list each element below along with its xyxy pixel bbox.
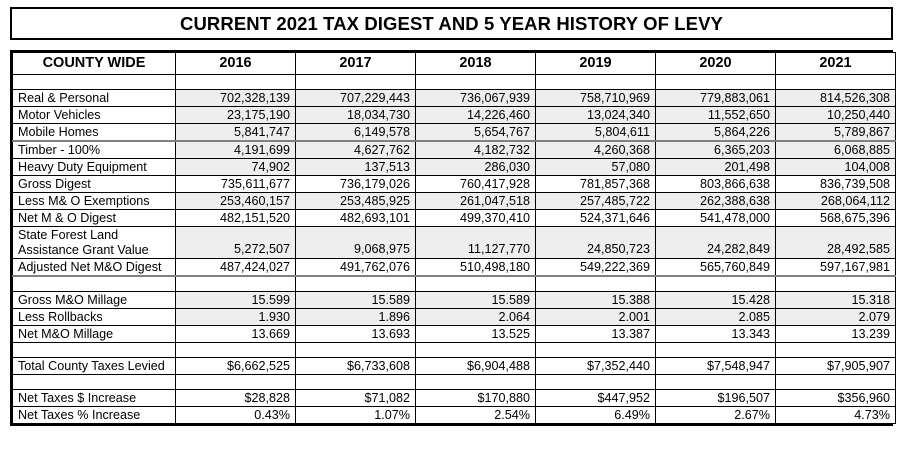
cell-value: $7,905,907 bbox=[776, 357, 896, 374]
cell-value: 15.428 bbox=[656, 291, 776, 308]
cell-value: 13.343 bbox=[656, 325, 776, 342]
row-label: Net Taxes % Increase bbox=[13, 406, 176, 423]
cell-value: 15.589 bbox=[296, 291, 416, 308]
cell-value: 6,068,885 bbox=[776, 141, 896, 159]
cell-value: 1.896 bbox=[296, 308, 416, 325]
row-label: Motor Vehicles bbox=[13, 107, 176, 124]
cell-value: 28,492,585 bbox=[776, 227, 896, 259]
cell-value: 814,526,308 bbox=[776, 90, 896, 107]
cell-value: 4.73% bbox=[776, 406, 896, 423]
cell-value: 597,167,981 bbox=[776, 259, 896, 277]
table-row bbox=[13, 107, 896, 124]
cell-value: 760,417,928 bbox=[416, 176, 536, 193]
cell-value: $6,904,488 bbox=[416, 357, 536, 374]
cell-value: $356,960 bbox=[776, 389, 896, 406]
cell-value: $196,507 bbox=[656, 389, 776, 406]
cell-value: 2.079 bbox=[776, 308, 896, 325]
cell-value: 5,272,507 bbox=[176, 227, 296, 259]
cell-value: 15.388 bbox=[536, 291, 656, 308]
row-label: Gross M&O Millage bbox=[13, 291, 176, 308]
cell-value: 6,365,203 bbox=[656, 141, 776, 159]
cell-value: 253,460,157 bbox=[176, 193, 296, 210]
cell-value: $6,733,608 bbox=[296, 357, 416, 374]
column-header-2018: 2018 bbox=[416, 53, 536, 75]
cell-value: $170,880 bbox=[416, 389, 536, 406]
cell-value: 261,047,518 bbox=[416, 193, 536, 210]
cell-value: 74,902 bbox=[176, 159, 296, 176]
cell-value: 57,080 bbox=[536, 159, 656, 176]
cell-value: 2.064 bbox=[416, 308, 536, 325]
cell-value: 549,222,369 bbox=[536, 259, 656, 277]
cell-value: 524,371,646 bbox=[536, 210, 656, 227]
cell-value: 2.67% bbox=[656, 406, 776, 423]
table-row bbox=[13, 159, 896, 176]
cell-value: $6,662,525 bbox=[176, 357, 296, 374]
cell-value: $7,548,947 bbox=[656, 357, 776, 374]
table-row bbox=[13, 210, 896, 227]
cell-value: 491,762,076 bbox=[296, 259, 416, 277]
table-row bbox=[13, 176, 896, 193]
table-header-row bbox=[13, 53, 896, 75]
cell-value: 15.318 bbox=[776, 291, 896, 308]
cell-value: 257,485,722 bbox=[536, 193, 656, 210]
cell-value: 1.930 bbox=[176, 308, 296, 325]
cell-value: 13.525 bbox=[416, 325, 536, 342]
cell-value: $7,352,440 bbox=[536, 357, 656, 374]
cell-value: 836,739,508 bbox=[776, 176, 896, 193]
column-header-2020: 2020 bbox=[656, 53, 776, 75]
cell-value: $28,828 bbox=[176, 389, 296, 406]
cell-value: 5,841,747 bbox=[176, 124, 296, 142]
row-label: State Forest Land Assistance Grant Value bbox=[13, 227, 176, 259]
cell-value: 24,850,723 bbox=[536, 227, 656, 259]
cell-value: 13.239 bbox=[776, 325, 896, 342]
cell-value: $71,082 bbox=[296, 389, 416, 406]
column-header-2019: 2019 bbox=[536, 53, 656, 75]
row-label: Net M&O Millage bbox=[13, 325, 176, 342]
cell-value: 5,864,226 bbox=[656, 124, 776, 142]
cell-value: 758,710,969 bbox=[536, 90, 656, 107]
cell-value: 482,693,101 bbox=[296, 210, 416, 227]
row-label: Gross Digest bbox=[13, 176, 176, 193]
table-row bbox=[13, 90, 896, 107]
table-row bbox=[13, 291, 896, 308]
table-row bbox=[13, 259, 896, 277]
column-header-2016: 2016 bbox=[176, 53, 296, 75]
row-label: Net Taxes $ Increase bbox=[13, 389, 176, 406]
cell-value: 10,250,440 bbox=[776, 107, 896, 124]
cell-value: 11,552,650 bbox=[656, 107, 776, 124]
cell-value: 13.669 bbox=[176, 325, 296, 342]
spacer-row bbox=[13, 374, 896, 389]
tax-digest-table bbox=[12, 52, 896, 424]
row-label: Mobile Homes bbox=[13, 124, 176, 142]
cell-value: 482,151,520 bbox=[176, 210, 296, 227]
cell-value: 499,370,410 bbox=[416, 210, 536, 227]
column-header-2021: 2021 bbox=[776, 53, 896, 75]
cell-value: 779,883,061 bbox=[656, 90, 776, 107]
cell-value: 4,191,699 bbox=[176, 141, 296, 159]
cell-value: 14,226,460 bbox=[416, 107, 536, 124]
column-header-2017: 2017 bbox=[296, 53, 416, 75]
cell-value: 0.43% bbox=[176, 406, 296, 423]
cell-value: 565,760,849 bbox=[656, 259, 776, 277]
cell-value: 5,654,767 bbox=[416, 124, 536, 142]
cell-value: 268,064,112 bbox=[776, 193, 896, 210]
cell-value: 24,282,849 bbox=[656, 227, 776, 259]
cell-value: 13,024,340 bbox=[536, 107, 656, 124]
cell-value: 487,424,027 bbox=[176, 259, 296, 277]
cell-value: 4,260,368 bbox=[536, 141, 656, 159]
cell-value: 707,229,443 bbox=[296, 90, 416, 107]
column-header-county-wide: COUNTY WIDE bbox=[13, 53, 176, 75]
cell-value: 735,611,677 bbox=[176, 176, 296, 193]
cell-value: 5,804,611 bbox=[536, 124, 656, 142]
table-row bbox=[13, 325, 896, 342]
cell-value: 15.599 bbox=[176, 291, 296, 308]
cell-value: $447,952 bbox=[536, 389, 656, 406]
table-row bbox=[13, 193, 896, 210]
page-title: CURRENT 2021 TAX DIGEST AND 5 YEAR HISTORY OF LEVY bbox=[180, 12, 723, 34]
cell-value: 137,513 bbox=[296, 159, 416, 176]
cell-value: 262,388,638 bbox=[656, 193, 776, 210]
cell-value: 736,067,939 bbox=[416, 90, 536, 107]
table-row bbox=[13, 308, 896, 325]
row-label: Less M& O Exemptions bbox=[13, 193, 176, 210]
row-label: Total County Taxes Levied bbox=[13, 357, 176, 374]
cell-value: 736,179,026 bbox=[296, 176, 416, 193]
row-label: Real & Personal bbox=[13, 90, 176, 107]
cell-value: 11,127,770 bbox=[416, 227, 536, 259]
table-row bbox=[13, 141, 896, 159]
table-row bbox=[13, 357, 896, 374]
row-label: Heavy Duty Equipment bbox=[13, 159, 176, 176]
cell-value: 104,008 bbox=[776, 159, 896, 176]
cell-value: 6,149,578 bbox=[296, 124, 416, 142]
cell-value: 541,478,000 bbox=[656, 210, 776, 227]
cell-value: 15.589 bbox=[416, 291, 536, 308]
table-row bbox=[13, 227, 896, 259]
cell-value: 6.49% bbox=[536, 406, 656, 423]
cell-value: 18,034,730 bbox=[296, 107, 416, 124]
cell-value: 2.085 bbox=[656, 308, 776, 325]
table-row bbox=[13, 406, 896, 423]
row-label: Net M & O Digest bbox=[13, 210, 176, 227]
cell-value: 568,675,396 bbox=[776, 210, 896, 227]
table-row bbox=[13, 124, 896, 142]
spacer-row bbox=[13, 75, 896, 90]
cell-value: 4,627,762 bbox=[296, 141, 416, 159]
cell-value: 2.001 bbox=[536, 308, 656, 325]
cell-value: 781,857,368 bbox=[536, 176, 656, 193]
cell-value: 13.387 bbox=[536, 325, 656, 342]
cell-value: 5,789,867 bbox=[776, 124, 896, 142]
document-title-box bbox=[10, 7, 893, 40]
row-label: Adjusted Net M&O Digest bbox=[13, 259, 176, 277]
cell-value: 286,030 bbox=[416, 159, 536, 176]
cell-value: 253,485,925 bbox=[296, 193, 416, 210]
row-label: Timber - 100% bbox=[13, 141, 176, 159]
cell-value: 702,328,139 bbox=[176, 90, 296, 107]
row-label: Less Rollbacks bbox=[13, 308, 176, 325]
table-row bbox=[13, 389, 896, 406]
cell-value: 201,498 bbox=[656, 159, 776, 176]
spacer-row bbox=[13, 342, 896, 357]
cell-value: 23,175,190 bbox=[176, 107, 296, 124]
cell-value: 1.07% bbox=[296, 406, 416, 423]
spacer-row bbox=[13, 276, 896, 291]
cell-value: 4,182,732 bbox=[416, 141, 536, 159]
cell-value: 803,866,638 bbox=[656, 176, 776, 193]
cell-value: 13.693 bbox=[296, 325, 416, 342]
cell-value: 9,068,975 bbox=[296, 227, 416, 259]
cell-value: 510,498,180 bbox=[416, 259, 536, 277]
tax-digest-table-container bbox=[10, 50, 893, 426]
cell-value: 2.54% bbox=[416, 406, 536, 423]
